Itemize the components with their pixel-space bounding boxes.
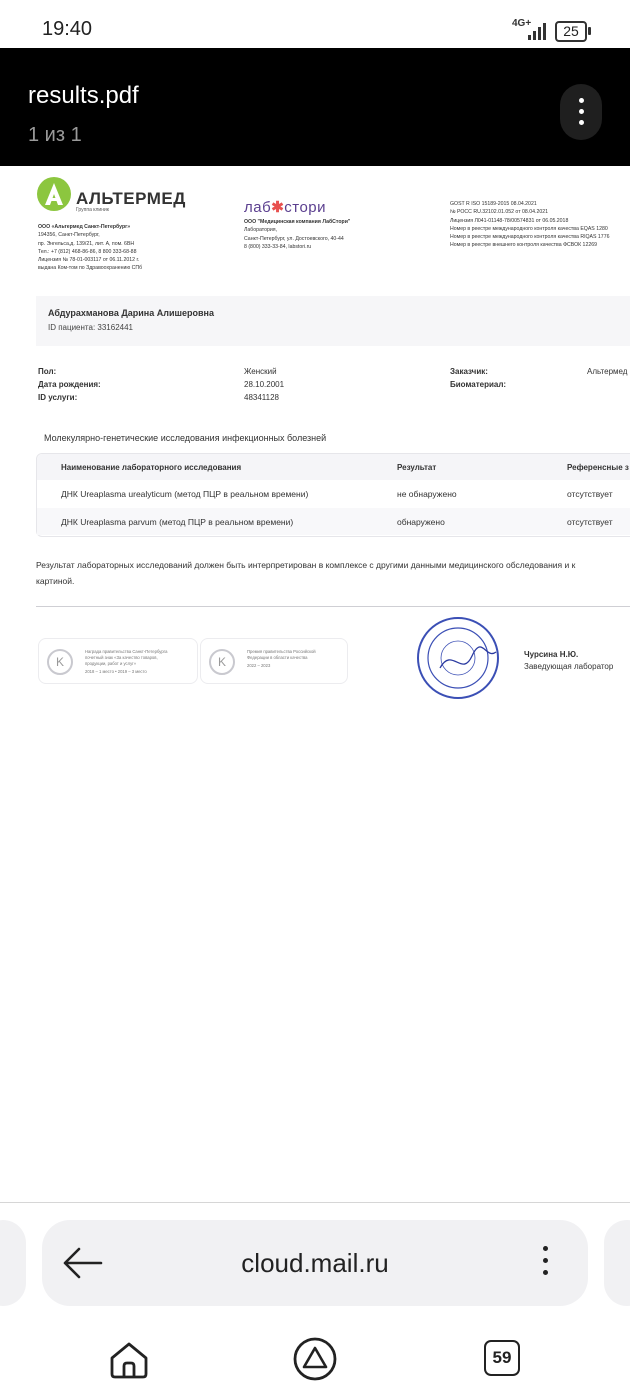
status-bar — [0, 0, 630, 48]
network-type: 4G+ — [512, 18, 532, 29]
battery-icon: 25 — [555, 21, 587, 42]
previous-tab-preview[interactable] — [0, 1220, 26, 1306]
award-badge — [38, 638, 198, 684]
customer-value: Альтермед — [587, 367, 628, 376]
table-row — [37, 480, 630, 507]
labstori-logo-icon: ✱ — [271, 199, 285, 216]
page-indicator: 1 из 1 — [28, 124, 82, 146]
award-badge — [200, 638, 348, 684]
sex-value: Женский — [244, 367, 277, 376]
more-vert-icon — [579, 98, 583, 131]
next-tab-preview[interactable] — [604, 1220, 630, 1306]
altermed-subtitle: Группа клиник — [76, 207, 109, 213]
url-text[interactable]: cloud.mail.ru — [241, 1248, 389, 1278]
award-text: Премия правительства Российской Федерации в области качества 2022 – 2023 — [247, 649, 316, 668]
test-name: ДНК Ureaplasma urealyticum (метод ПЦР в реальном времени) — [61, 489, 309, 499]
labstori-logo: лаб✱стори — [244, 199, 327, 216]
divider — [0, 1202, 630, 1203]
header-result: Результат — [397, 463, 437, 472]
header-reference: Референсные з — [567, 463, 629, 472]
service-id-value: 48341128 — [244, 393, 279, 402]
assistant-icon[interactable] — [292, 1336, 338, 1382]
altermed-name: АЛЬТЕРМЕД — [76, 189, 186, 208]
signer-name: Чурсина Н.Ю. — [524, 650, 579, 659]
test-name: ДНК Ureaplasma parvum (метод ПЦР в реальном времени) — [61, 517, 294, 527]
stamp-icon — [416, 616, 500, 700]
service-id-label: ID услуги: — [38, 393, 78, 402]
signer-role: Заведующая лаборатор — [524, 662, 614, 671]
labstori-info: ООО "Медицинская компания ЛабСтори" Лаборатория, Санкт-Петербург, ул. Достоевского, 40-44 8 (800) 333-33-84, labstori.ru — [244, 219, 351, 250]
test-result: обнаружено — [397, 517, 445, 527]
test-reference: отсутствует — [567, 489, 613, 499]
dob-label: Дата рождения: — [38, 380, 101, 389]
bottom-navigation — [0, 1320, 630, 1400]
signal-icon — [528, 20, 550, 40]
biomaterial-label: Биоматериал: — [450, 380, 507, 389]
patient-card — [36, 296, 630, 346]
home-icon[interactable] — [108, 1340, 150, 1380]
sex-label: Пол: — [38, 367, 57, 376]
table-header — [37, 454, 630, 480]
results-table — [36, 453, 630, 537]
patient-id: ID пациента: 33162441 — [48, 323, 133, 332]
section-title: Молекулярно-генетические исследования инфекционных болезней — [44, 433, 327, 443]
table-row — [37, 508, 630, 535]
header-test-name: Наименование лабораторного исследования — [61, 463, 242, 472]
test-reference: отсутствует — [567, 517, 613, 527]
certification-info: GOST R ISO 15189-2015 08.04.2021 № РОСС RU.32102.01.052 от 08.04.2021 Лицензия Л041-01148-78/00574831 от 06.05.2018 Номер в реестре международного контроля качества EQAS 1280 Номер в реестре международного контроля качества RIQAS 1776 Номер в реестре внешнего контроля качества ФСВОК 12269 — [450, 201, 610, 249]
award-text: Награда правительства Санкт-Петербурга почетный знак «За качество товаров, продукции, работ и услуг» 2018 – 1 место • 2019 – 3 место — [85, 649, 168, 674]
more-options-button[interactable] — [560, 84, 602, 140]
customer-label: Заказчик: — [450, 367, 488, 376]
quality-award-icon: K — [47, 649, 73, 675]
patient-name: Абдурахманова Дарина Алишеровна — [48, 308, 214, 318]
browser-menu-icon[interactable] — [540, 1246, 550, 1280]
quality-award-icon: K — [209, 649, 235, 675]
altermed-info: ООО «Альтермед Санкт-Петербург» 194356, Санкт-Петербург, пр. Энгельса,д. 139/21, лит. А, пом. 6ВН Тел.: +7 (812) 468-86-86, 8 800 333-68-88 Лицензия № 78-01-003117 от 06.11.2012 г. выдана Ком-том по Здравоохранению СПб — [38, 224, 143, 272]
interpretation-note: Результат лабораторных исследований должен быть интерпретирован в комплексе с другими данными медицинского обследования и к картиной. — [36, 560, 576, 586]
test-result: не обнаружено — [397, 489, 457, 499]
dob-value: 28.10.2001 — [244, 380, 285, 389]
altermed-logo-icon — [36, 176, 72, 212]
clock: 19:40 — [42, 18, 93, 40]
address-bar[interactable] — [42, 1220, 588, 1306]
divider — [36, 606, 630, 607]
pdf-page[interactable] — [0, 166, 630, 1202]
document-title: results.pdf — [28, 82, 139, 109]
viewer-header — [0, 48, 630, 166]
tabs-count-button[interactable]: 59 — [484, 1340, 520, 1376]
